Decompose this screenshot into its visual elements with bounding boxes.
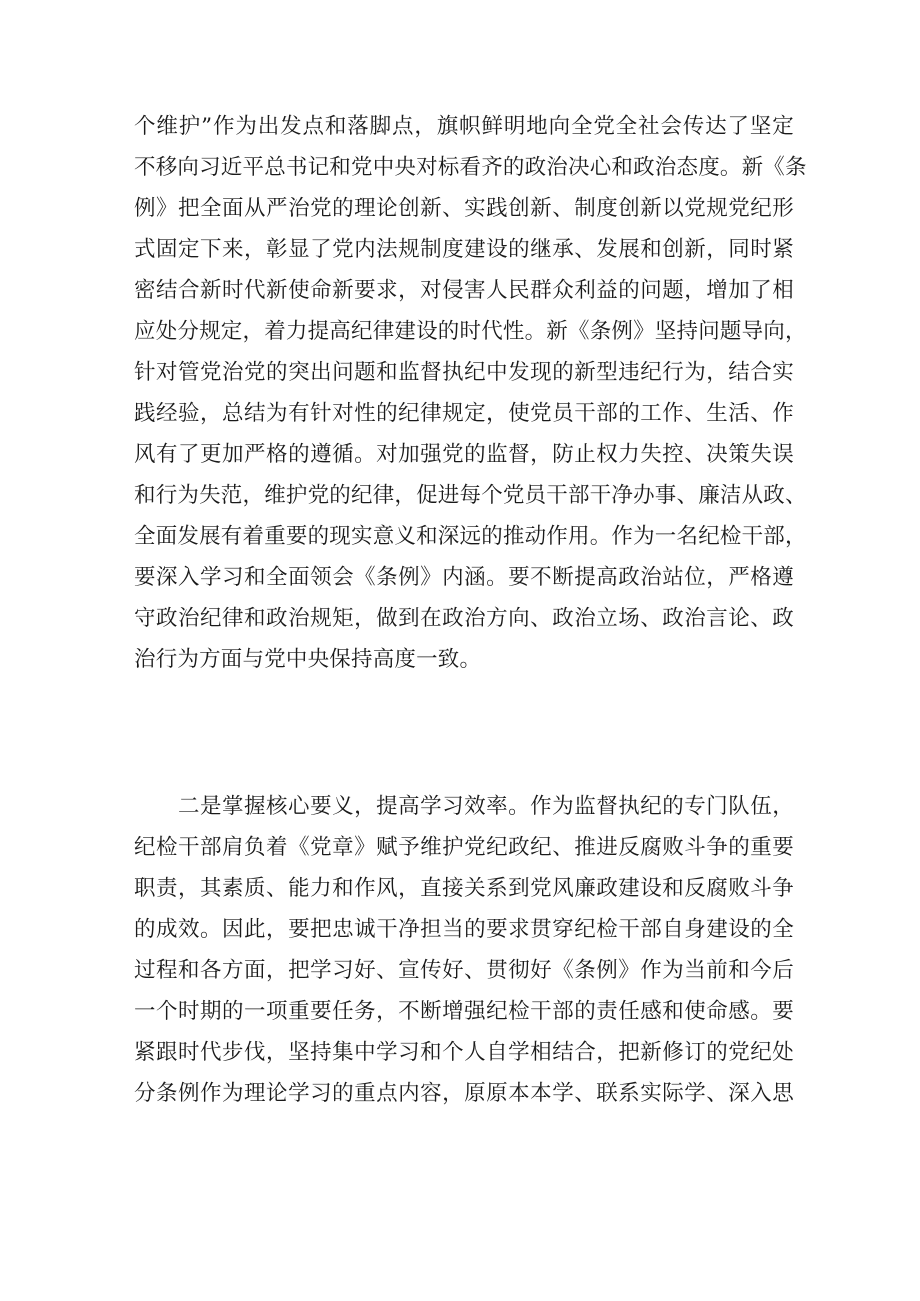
paragraph-line: 守政治纪律和政治规矩，做到在政治方向、政治立场、政治言论、政 bbox=[134, 606, 794, 631]
paragraph-line: 的成效。因此，要把忠诚干净担当的要求贯穿纪检干部自身建设的全 bbox=[134, 917, 794, 942]
paragraph-line: 针对管党治党的突出问题和监督执纪中发现的新型违纪行为，结合实 bbox=[134, 360, 794, 385]
paragraph-line: 分条例作为理论学习的重点内容，原原本本学、联系实际学、深入思 bbox=[134, 1081, 794, 1106]
paragraph-line: 一个时期的一项重要任务，不断增强纪检干部的责任感和使命感。要 bbox=[134, 999, 794, 1024]
paragraph-line: 例》把全面从严治党的理论创新、实践创新、制度创新以党规党纪形 bbox=[134, 196, 794, 221]
paragraph-line: 要深入学习和全面领会《条例》内涵。要不断提高政治站位，严格遵 bbox=[134, 565, 794, 590]
paragraph-line: 职责，其素质、能力和作风，直接关系到党风廉政建设和反腐败斗争 bbox=[134, 876, 794, 901]
paragraph-line: 纪检干部肩负着《党章》赋予维护党纪政纪、推进反腐败斗争的重要 bbox=[134, 835, 794, 860]
paragraph-line: 和行为失范，维护党的纪律，促进每个党员干部干净办事、廉洁从政、 bbox=[134, 483, 807, 508]
paragraph-line: 治行为方面与党中央保持高度一致。 bbox=[134, 647, 482, 672]
paragraph-line: 过程和各方面，把学习好、宣传好、贯彻好《条例》作为当前和今后 bbox=[134, 958, 794, 983]
paragraph-line: 紧跟时代步伐，坚持集中学习和个人自学相结合，把新修订的党纪处 bbox=[134, 1040, 794, 1065]
paragraph-line: 应处分规定，着力提高纪律建设的时代性。新《条例》坚持问题导向， bbox=[134, 319, 807, 344]
paragraph-2 bbox=[134, 786, 794, 1114]
paragraph-line: 不移向习近平总书记和党中央对标看齐的政治决心和政治态度。新《条 bbox=[134, 155, 807, 180]
paragraph-line: 二是掌握核心要义，提高学习效率。作为监督执纪的专门队伍， bbox=[178, 794, 794, 819]
paragraph-1 bbox=[134, 106, 807, 680]
paragraph-line: 风有了更加严格的遵循。对加强党的监督，防止权力失控、决策失误 bbox=[134, 442, 794, 467]
paragraph-line: 个维护”作为出发点和落脚点，旗帜鲜明地向全党全社会传达了坚定 bbox=[134, 114, 794, 139]
paragraph-line: 践经验，总结为有针对性的纪律规定，使党员干部的工作、生活、作 bbox=[134, 401, 794, 426]
paragraph-line: 全面发展有着重要的现实意义和深远的推动作用。作为一名纪检干部， bbox=[134, 524, 807, 549]
paragraph-line: 密结合新时代新使命新要求，对侵害人民群众利益的问题，增加了相 bbox=[134, 278, 794, 303]
paragraph-line: 式固定下来，彰显了党内法规制度建设的继承、发展和创新，同时紧 bbox=[134, 237, 794, 262]
